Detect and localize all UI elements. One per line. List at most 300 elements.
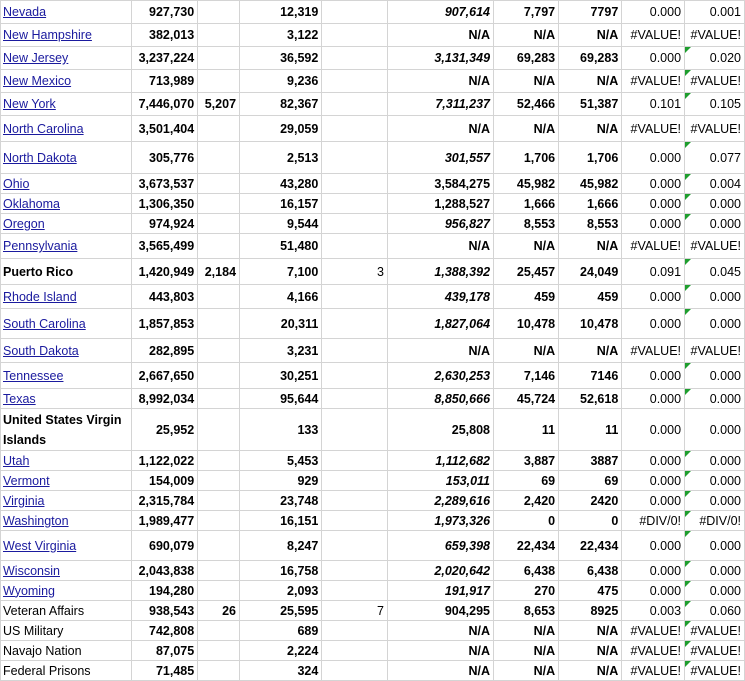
cell-col-g[interactable]: 1,706 [494,142,559,174]
cell-col-h[interactable]: 8925 [559,601,622,621]
cell-col-e[interactable] [322,491,388,511]
cell-col-c[interactable] [198,47,240,70]
cell-col-d[interactable]: 95,644 [240,389,322,409]
cell-col-h[interactable]: N/A [559,339,622,363]
cell-col-b[interactable]: 2,667,650 [132,363,198,389]
cell-col-h[interactable]: 7797 [559,1,622,24]
cell-col-c[interactable] [198,531,240,561]
cell-col-g[interactable]: N/A [494,641,559,661]
cell-col-j[interactable]: 0.020 [685,47,745,70]
cell-col-f[interactable]: 7,311,237 [387,93,493,116]
cell-name[interactable]: Oregon [1,214,132,234]
cell-col-c[interactable] [198,621,240,641]
cell-col-e[interactable] [322,621,388,641]
cell-col-e[interactable] [322,116,388,142]
cell-col-d[interactable]: 9,236 [240,70,322,93]
cell-col-e[interactable] [322,661,388,681]
cell-name[interactable]: Washington [1,511,132,531]
table-row [1,511,745,531]
cell-col-d[interactable]: 16,157 [240,194,322,214]
cell-col-e[interactable] [322,24,388,47]
cell-col-f[interactable]: N/A [387,24,493,47]
cell-col-i[interactable]: #DIV/0! [622,511,685,531]
cell-col-j[interactable]: 0.004 [685,174,745,194]
cell-col-i[interactable]: 0.000 [622,1,685,24]
cell-col-h[interactable]: N/A [559,234,622,259]
cell-col-i[interactable]: 0.000 [622,363,685,389]
cell-col-f[interactable]: 3,131,349 [387,47,493,70]
cell-col-f[interactable]: 301,557 [387,142,493,174]
cell-col-d[interactable]: 2,224 [240,641,322,661]
cell-col-j[interactable]: 0.105 [685,93,745,116]
cell-col-d[interactable]: 30,251 [240,363,322,389]
cell-col-j[interactable]: 0.000 [685,214,745,234]
cell-col-j[interactable]: 0.060 [685,601,745,621]
cell-col-g[interactable]: N/A [494,234,559,259]
cell-col-g[interactable]: 45,724 [494,389,559,409]
cell-col-c[interactable] [198,339,240,363]
cell-col-j[interactable]: 0.000 [685,285,745,309]
cell-col-f[interactable]: N/A [387,641,493,661]
table-row [1,471,745,491]
cell-col-b[interactable]: 282,895 [132,339,198,363]
cell-col-f[interactable]: 2,289,616 [387,491,493,511]
cell-col-f[interactable]: 1,112,682 [387,451,493,471]
cell-col-d[interactable]: 20,311 [240,309,322,339]
cell-col-c[interactable] [198,409,240,451]
cell-col-f[interactable]: 2,630,253 [387,363,493,389]
cell-col-d[interactable]: 8,247 [240,531,322,561]
cell-col-e[interactable] [322,214,388,234]
cell-col-j[interactable]: 0.000 [685,389,745,409]
cell-col-j[interactable]: #VALUE! [685,641,745,661]
cell-col-d[interactable]: 5,453 [240,451,322,471]
cell-col-i[interactable]: 0.000 [622,214,685,234]
cell-col-h[interactable]: N/A [559,116,622,142]
cell-col-e[interactable] [322,389,388,409]
cell-col-e[interactable] [322,471,388,491]
cell-name[interactable]: Ohio [1,174,132,194]
cell-col-h[interactable]: 459 [559,285,622,309]
table-row [1,389,745,409]
cell-col-f[interactable]: N/A [387,70,493,93]
cell-col-f[interactable]: N/A [387,661,493,681]
cell-col-j[interactable]: #VALUE! [685,661,745,681]
cell-col-j[interactable]: #VALUE! [685,70,745,93]
cell-col-b[interactable]: 1,989,477 [132,511,198,531]
cell-col-e[interactable] [322,1,388,24]
cell-col-h[interactable]: N/A [559,621,622,641]
cell-col-b[interactable]: 2,043,838 [132,561,198,581]
cell-col-g[interactable]: N/A [494,621,559,641]
cell-col-e[interactable]: 7 [322,601,388,621]
cell-col-f[interactable]: 439,178 [387,285,493,309]
cell-name[interactable]: North Dakota [1,142,132,174]
cell-col-i[interactable]: #VALUE! [622,641,685,661]
cell-name[interactable]: West Virginia [1,531,132,561]
cell-col-b[interactable]: 382,013 [132,24,198,47]
cell-col-e[interactable] [322,142,388,174]
cell-col-c[interactable] [198,363,240,389]
cell-col-d[interactable]: 43,280 [240,174,322,194]
cell-name[interactable]: Tennessee [1,363,132,389]
cell-col-d[interactable]: 2,513 [240,142,322,174]
cell-col-c[interactable] [198,194,240,214]
cell-name[interactable]: North Carolina [1,116,132,142]
cell-col-i[interactable]: 0.000 [622,581,685,601]
cell-col-f[interactable]: 659,398 [387,531,493,561]
cell-col-i[interactable]: 0.000 [622,285,685,309]
cell-col-g[interactable]: N/A [494,24,559,47]
cell-name[interactable]: Utah [1,451,132,471]
cell-col-c[interactable] [198,309,240,339]
cell-col-g[interactable]: 7,146 [494,363,559,389]
cell-name[interactable]: New Mexico [1,70,132,93]
cell-col-i[interactable]: 0.000 [622,531,685,561]
cell-col-b[interactable]: 1,857,853 [132,309,198,339]
cell-col-b[interactable]: 71,485 [132,661,198,681]
cell-col-g[interactable]: 10,478 [494,309,559,339]
cell-col-g[interactable]: 11 [494,409,559,451]
cell-col-j[interactable]: 0.000 [685,581,745,601]
cell-col-c[interactable] [198,661,240,681]
cell-col-g[interactable]: 6,438 [494,561,559,581]
cell-col-g[interactable]: 270 [494,581,559,601]
cell-col-c[interactable] [198,214,240,234]
cell-col-d[interactable]: 2,093 [240,581,322,601]
cell-col-b[interactable]: 690,079 [132,531,198,561]
cell-col-g[interactable]: 22,434 [494,531,559,561]
cell-col-i[interactable]: 0.000 [622,451,685,471]
cell-col-e[interactable] [322,581,388,601]
cell-col-g[interactable]: N/A [494,70,559,93]
cell-col-c[interactable]: 2,184 [198,259,240,285]
cell-col-d[interactable]: 29,059 [240,116,322,142]
cell-col-f[interactable]: 1,973,326 [387,511,493,531]
cell-col-d[interactable]: 929 [240,471,322,491]
cell-col-f[interactable]: 3,584,275 [387,174,493,194]
cell-col-e[interactable] [322,309,388,339]
cell-col-b[interactable]: 8,992,034 [132,389,198,409]
cell-col-f[interactable]: 1,388,392 [387,259,493,285]
cell-col-h[interactable]: N/A [559,70,622,93]
cell-col-i[interactable]: 0.000 [622,194,685,214]
cell-col-i[interactable]: #VALUE! [622,339,685,363]
cell-col-h[interactable]: N/A [559,641,622,661]
cell-col-h[interactable]: 3887 [559,451,622,471]
cell-col-c[interactable] [198,451,240,471]
cell-col-c[interactable] [198,116,240,142]
cell-col-f[interactable]: 904,295 [387,601,493,621]
cell-col-j[interactable]: #VALUE! [685,116,745,142]
cell-col-h[interactable]: 1,666 [559,194,622,214]
cell-col-d[interactable]: 36,592 [240,47,322,70]
cell-col-e[interactable]: 3 [322,259,388,285]
cell-col-h[interactable]: N/A [559,24,622,47]
cell-name[interactable]: Texas [1,389,132,409]
cell-name[interactable]: South Carolina [1,309,132,339]
cell-col-g[interactable]: N/A [494,116,559,142]
cell-col-d[interactable]: 25,595 [240,601,322,621]
cell-col-i[interactable]: 0.000 [622,471,685,491]
cell-name[interactable]: US Military [1,621,132,641]
cell-col-i[interactable]: 0.101 [622,93,685,116]
cell-col-c[interactable] [198,174,240,194]
table-row [1,531,745,561]
cell-col-b[interactable]: 3,565,499 [132,234,198,259]
cell-col-b[interactable]: 25,952 [132,409,198,451]
cell-col-i[interactable]: #VALUE! [622,116,685,142]
cell-col-b[interactable]: 938,543 [132,601,198,621]
cell-name[interactable]: Pennsylvania [1,234,132,259]
cell-col-i[interactable]: #VALUE! [622,70,685,93]
cell-col-c[interactable] [198,561,240,581]
cell-col-f[interactable]: N/A [387,339,493,363]
cell-col-h[interactable]: 24,049 [559,259,622,285]
cell-col-d[interactable]: 7,100 [240,259,322,285]
cell-col-g[interactable]: 2,420 [494,491,559,511]
cell-name[interactable]: Wyoming [1,581,132,601]
cell-col-b[interactable]: 87,075 [132,641,198,661]
cell-col-i[interactable]: 0.000 [622,47,685,70]
cell-col-i[interactable]: 0.000 [622,409,685,451]
cell-col-b[interactable]: 2,315,784 [132,491,198,511]
cell-col-g[interactable]: N/A [494,661,559,681]
cell-col-f[interactable]: 2,020,642 [387,561,493,581]
cell-col-b[interactable]: 305,776 [132,142,198,174]
cell-col-e[interactable] [322,511,388,531]
cell-col-d[interactable]: 82,367 [240,93,322,116]
cell-col-i[interactable]: 0.003 [622,601,685,621]
cell-col-b[interactable]: 194,280 [132,581,198,601]
cell-col-g[interactable]: N/A [494,339,559,363]
cell-col-c[interactable] [198,641,240,661]
cell-col-e[interactable] [322,641,388,661]
cell-col-f[interactable]: 907,614 [387,1,493,24]
cell-col-h[interactable]: N/A [559,661,622,681]
cell-col-b[interactable]: 443,803 [132,285,198,309]
cell-col-h[interactable]: 475 [559,581,622,601]
cell-col-e[interactable] [322,70,388,93]
table-row [1,194,745,214]
cell-col-b[interactable]: 927,730 [132,1,198,24]
cell-col-e[interactable] [322,93,388,116]
cell-col-j[interactable]: 0.000 [685,194,745,214]
cell-col-f[interactable]: 8,850,666 [387,389,493,409]
cell-col-b[interactable]: 1,420,949 [132,259,198,285]
cell-col-c[interactable] [198,471,240,491]
cell-col-e[interactable] [322,47,388,70]
cell-col-j[interactable]: 0.000 [685,471,745,491]
cell-col-j[interactable]: #VALUE! [685,234,745,259]
cell-col-i[interactable]: 0.000 [622,142,685,174]
cell-col-h[interactable]: 6,438 [559,561,622,581]
cell-col-c[interactable] [198,581,240,601]
cell-col-i[interactable]: 0.000 [622,309,685,339]
cell-col-d[interactable]: 16,151 [240,511,322,531]
cell-col-c[interactable] [198,511,240,531]
cell-col-c[interactable] [198,142,240,174]
cell-col-g[interactable]: 45,982 [494,174,559,194]
cell-col-j[interactable]: #VALUE! [685,24,745,47]
cell-col-g[interactable]: 1,666 [494,194,559,214]
cell-name[interactable]: Puerto Rico [1,259,132,285]
cell-col-e[interactable] [322,363,388,389]
cell-name[interactable]: Veteran Affairs [1,601,132,621]
table-row [1,451,745,471]
cell-col-e[interactable] [322,339,388,363]
cell-col-b[interactable]: 713,989 [132,70,198,93]
cell-col-g[interactable]: 69 [494,471,559,491]
cell-col-g[interactable]: 0 [494,511,559,531]
cell-col-f[interactable]: N/A [387,116,493,142]
cell-col-d[interactable]: 3,122 [240,24,322,47]
cell-col-h[interactable]: 69 [559,471,622,491]
cell-col-b[interactable]: 154,009 [132,471,198,491]
cell-col-e[interactable] [322,561,388,581]
cell-col-j[interactable]: 0.000 [685,491,745,511]
cell-col-c[interactable] [198,24,240,47]
cell-col-h[interactable]: 52,618 [559,389,622,409]
cell-col-g[interactable]: 3,887 [494,451,559,471]
cell-col-j[interactable]: 0.077 [685,142,745,174]
cell-col-h[interactable]: 1,706 [559,142,622,174]
cell-name[interactable]: Navajo Nation [1,641,132,661]
cell-col-f[interactable]: 956,827 [387,214,493,234]
cell-col-d[interactable]: 9,544 [240,214,322,234]
cell-name[interactable]: Oklahoma [1,194,132,214]
cell-col-e[interactable] [322,174,388,194]
cell-name[interactable]: New York [1,93,132,116]
cell-col-j[interactable]: 0.000 [685,309,745,339]
cell-col-d[interactable]: 51,480 [240,234,322,259]
cell-col-d[interactable]: 689 [240,621,322,641]
cell-col-e[interactable] [322,194,388,214]
cell-name[interactable]: New Hampshire [1,24,132,47]
cell-col-g[interactable]: 69,283 [494,47,559,70]
cell-col-i[interactable]: #VALUE! [622,24,685,47]
cell-name[interactable]: South Dakota [1,339,132,363]
cell-col-d[interactable]: 133 [240,409,322,451]
cell-col-i[interactable]: 0.000 [622,389,685,409]
table-row [1,363,745,389]
cell-name[interactable]: Rhode Island [1,285,132,309]
cell-name[interactable]: Nevada [1,1,132,24]
cell-col-d[interactable]: 12,319 [240,1,322,24]
cell-col-b[interactable]: 3,673,537 [132,174,198,194]
cell-col-c[interactable] [198,70,240,93]
cell-col-h[interactable]: 8,553 [559,214,622,234]
cell-col-h[interactable]: 2420 [559,491,622,511]
cell-col-i[interactable]: 0.000 [622,174,685,194]
table-row [1,234,745,259]
cell-col-g[interactable]: 8,553 [494,214,559,234]
cell-col-g[interactable]: 7,797 [494,1,559,24]
cell-col-g[interactable]: 8,653 [494,601,559,621]
cell-col-j[interactable]: 0.000 [685,409,745,451]
cell-col-c[interactable] [198,234,240,259]
cell-col-i[interactable]: #VALUE! [622,234,685,259]
cell-col-h[interactable]: 0 [559,511,622,531]
cell-col-f[interactable]: 1,827,064 [387,309,493,339]
cell-col-j[interactable]: #VALUE! [685,339,745,363]
cell-col-g[interactable]: 459 [494,285,559,309]
cell-col-i[interactable]: 0.000 [622,561,685,581]
cell-col-f[interactable]: N/A [387,621,493,641]
cell-col-h[interactable]: 11 [559,409,622,451]
table-row [1,661,745,681]
cell-col-e[interactable] [322,234,388,259]
cell-col-b[interactable]: 3,237,224 [132,47,198,70]
cell-col-i[interactable]: #VALUE! [622,661,685,681]
cell-col-d[interactable]: 324 [240,661,322,681]
cell-col-b[interactable]: 3,501,404 [132,116,198,142]
cell-col-e[interactable] [322,451,388,471]
cell-col-h[interactable]: 69,283 [559,47,622,70]
cell-col-i[interactable]: #VALUE! [622,621,685,641]
cell-col-h[interactable]: 22,434 [559,531,622,561]
cell-col-e[interactable] [322,409,388,451]
cell-col-j[interactable]: #DIV/0! [685,511,745,531]
cell-col-f[interactable]: 153,011 [387,471,493,491]
cell-col-h[interactable]: 10,478 [559,309,622,339]
cell-col-f[interactable]: 25,808 [387,409,493,451]
cell-col-g[interactable]: 52,466 [494,93,559,116]
cell-col-f[interactable]: N/A [387,234,493,259]
cell-col-d[interactable]: 16,758 [240,561,322,581]
cell-name[interactable]: United States Virgin Islands [1,409,132,451]
cell-name[interactable]: Vermont [1,471,132,491]
cell-col-j[interactable]: 0.000 [685,531,745,561]
cell-col-c[interactable] [198,1,240,24]
cell-col-d[interactable]: 3,231 [240,339,322,363]
cell-col-c[interactable]: 26 [198,601,240,621]
cell-col-g[interactable]: 25,457 [494,259,559,285]
cell-col-e[interactable] [322,531,388,561]
cell-col-b[interactable]: 1,306,350 [132,194,198,214]
cell-col-b[interactable]: 1,122,022 [132,451,198,471]
cell-col-j[interactable]: 0.001 [685,1,745,24]
cell-col-b[interactable]: 974,924 [132,214,198,234]
cell-col-j[interactable]: 0.000 [685,363,745,389]
cell-col-c[interactable]: 5,207 [198,93,240,116]
cell-col-d[interactable]: 23,748 [240,491,322,511]
cell-name[interactable]: Wisconsin [1,561,132,581]
cell-col-c[interactable] [198,491,240,511]
cell-col-f[interactable]: 1,288,527 [387,194,493,214]
cell-col-e[interactable] [322,285,388,309]
cell-col-c[interactable] [198,389,240,409]
cell-col-d[interactable]: 4,166 [240,285,322,309]
cell-col-h[interactable]: 7146 [559,363,622,389]
cell-name[interactable]: Virginia [1,491,132,511]
cell-col-b[interactable]: 7,446,070 [132,93,198,116]
cell-name[interactable]: Federal Prisons [1,661,132,681]
cell-col-b[interactable]: 742,808 [132,621,198,641]
cell-col-c[interactable] [198,285,240,309]
cell-col-f[interactable]: 191,917 [387,581,493,601]
cell-col-h[interactable]: 45,982 [559,174,622,194]
cell-col-j[interactable]: #VALUE! [685,621,745,641]
cell-name[interactable]: New Jersey [1,47,132,70]
cell-col-i[interactable]: 0.091 [622,259,685,285]
table-row [1,601,745,621]
cell-col-j[interactable]: 0.000 [685,561,745,581]
cell-col-j[interactable]: 0.000 [685,451,745,471]
cell-col-h[interactable]: 51,387 [559,93,622,116]
cell-col-j[interactable]: 0.045 [685,259,745,285]
cell-col-i[interactable]: 0.000 [622,491,685,511]
